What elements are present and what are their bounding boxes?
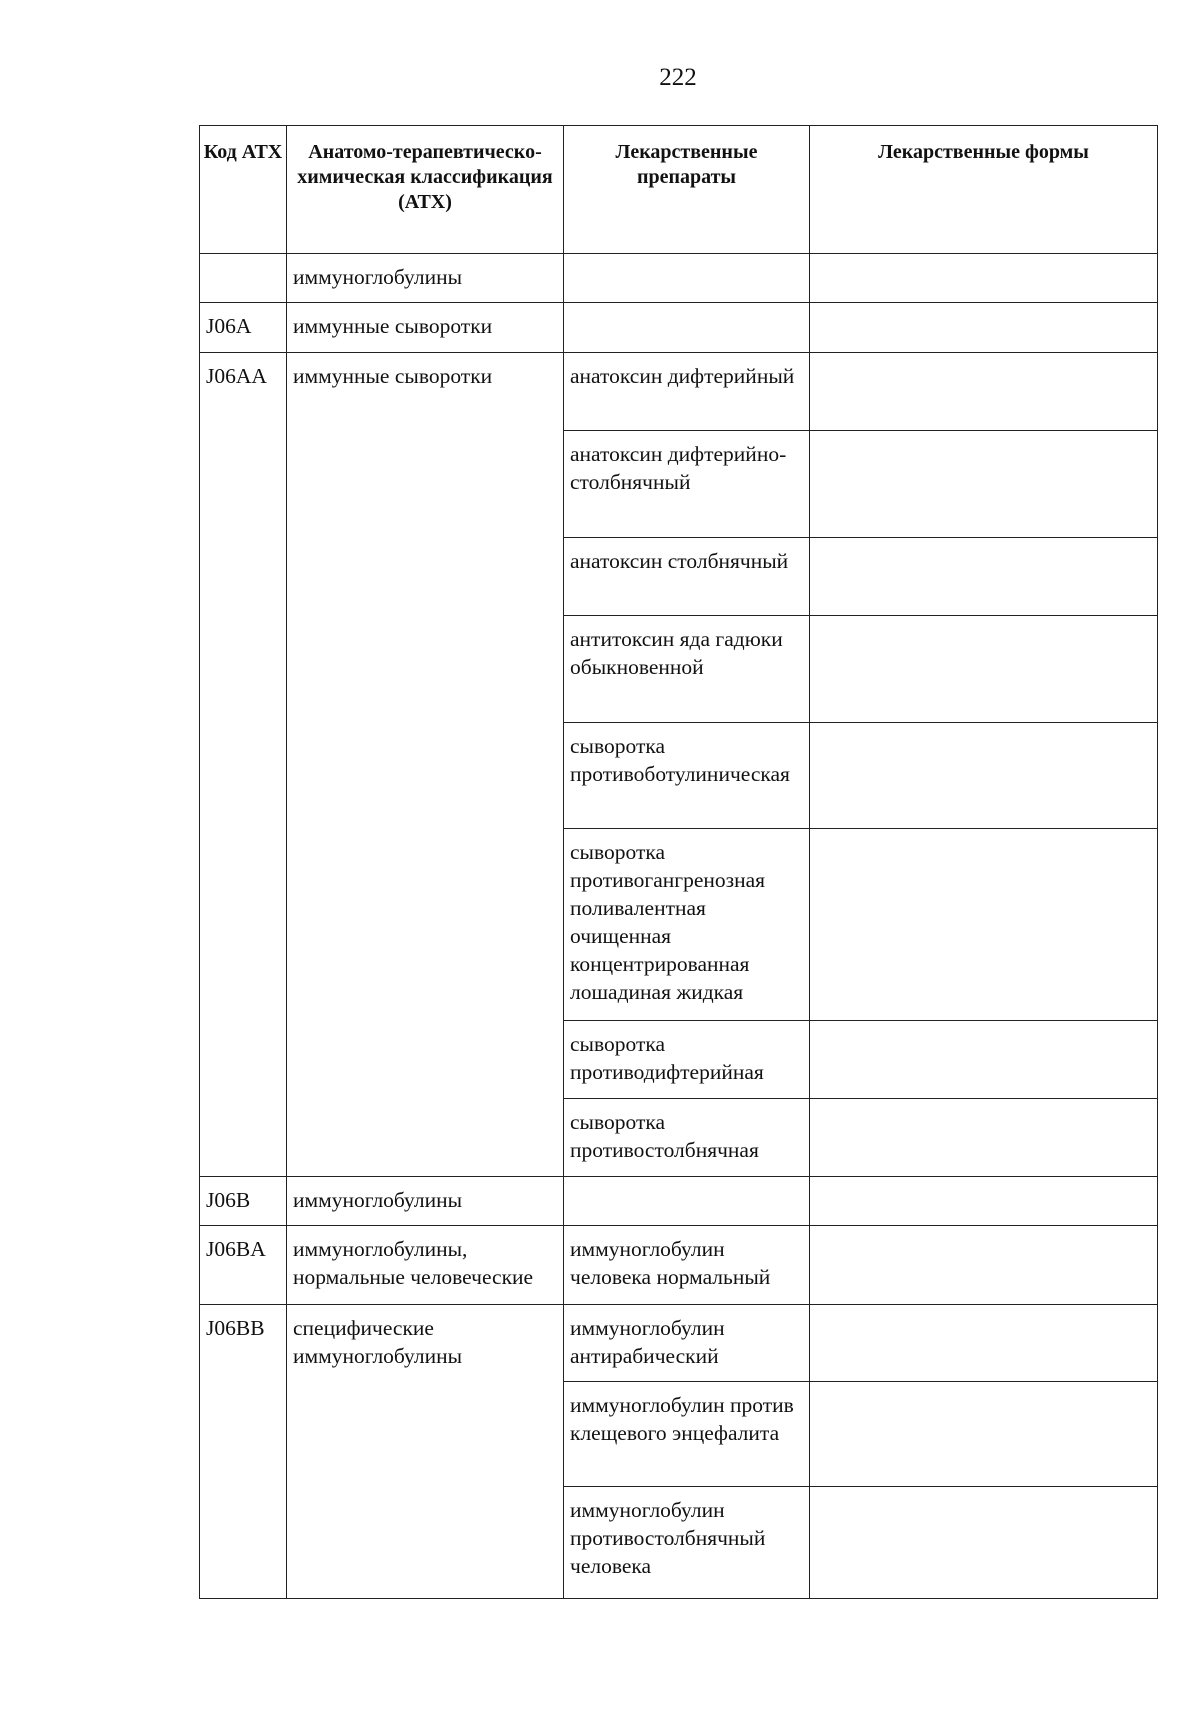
drug-cell: сыворотка противодифтерийная [564,1021,810,1099]
header-forms: Лекарственные формы [810,126,1158,254]
drug-cell [564,303,810,353]
form-cell [810,1226,1158,1305]
table-row [200,254,1158,303]
classification-cell: иммуноглобулины [287,1177,564,1226]
drug-cell: анатоксин дифтерийно-столбнячный [564,431,810,538]
code-cell [200,254,287,303]
atc-classification-table [199,125,1158,1599]
form-cell [810,538,1158,616]
table-row [200,303,1158,353]
drug-cell: антитоксин яда гадюки обыкновенной [564,616,810,723]
form-cell [810,723,1158,829]
table-row [200,1226,1158,1305]
classification-cell: иммунные сыворотки [287,303,564,353]
form-cell [810,1099,1158,1177]
table-row [200,1177,1158,1226]
drug-cell: иммуноглобулин человека нормальный [564,1226,810,1305]
form-cell [810,254,1158,303]
drug-cell: иммуноглобулин антирабический [564,1305,810,1382]
form-cell [810,1177,1158,1226]
drug-cell: сыворотка противогангренозная поливалентная очищенная концентрированная лошадиная жидкая [564,829,810,1021]
form-cell [810,303,1158,353]
drug-cell: анатоксин столбнячный [564,538,810,616]
code-cell: J06B [200,1177,287,1226]
form-cell [810,1487,1158,1599]
header-code: Код АТХ [200,126,287,254]
code-cell: J06AA [200,353,287,1177]
classification-cell: иммуноглобулины [287,254,564,303]
classification-cell: иммунные сыворотки [287,353,564,1177]
code-cell: J06BB [200,1305,287,1599]
form-cell [810,616,1158,723]
classification-cell: специфические иммуноглобулины [287,1305,564,1599]
drug-cell: анатоксин дифтерийный [564,353,810,431]
page-number: 222 [659,64,697,91]
drug-cell: иммуноглобулин противостолбнячный человека [564,1487,810,1599]
form-cell [810,353,1158,431]
code-cell: J06A [200,303,287,353]
classification-cell: иммуноглобулины, нормальные человеческие [287,1226,564,1305]
header-classification: Анатомо-терапевтическо-химическая классификация (АТХ) [287,126,564,254]
table-row [200,1305,1158,1382]
drug-cell: сыворотка противостолбнячная [564,1099,810,1177]
form-cell [810,1382,1158,1487]
drug-cell: иммуноглобулин против клещевого энцефалита [564,1382,810,1487]
drug-cell [564,1177,810,1226]
header-drugs: Лекарственные препараты [564,126,810,254]
table-row [200,353,1158,431]
drug-cell [564,254,810,303]
form-cell [810,829,1158,1021]
form-cell [810,1305,1158,1382]
table-header-row [200,126,1158,254]
drug-cell: сыворотка противоботулиническая [564,723,810,829]
code-cell: J06BA [200,1226,287,1305]
form-cell [810,431,1158,538]
form-cell [810,1021,1158,1099]
